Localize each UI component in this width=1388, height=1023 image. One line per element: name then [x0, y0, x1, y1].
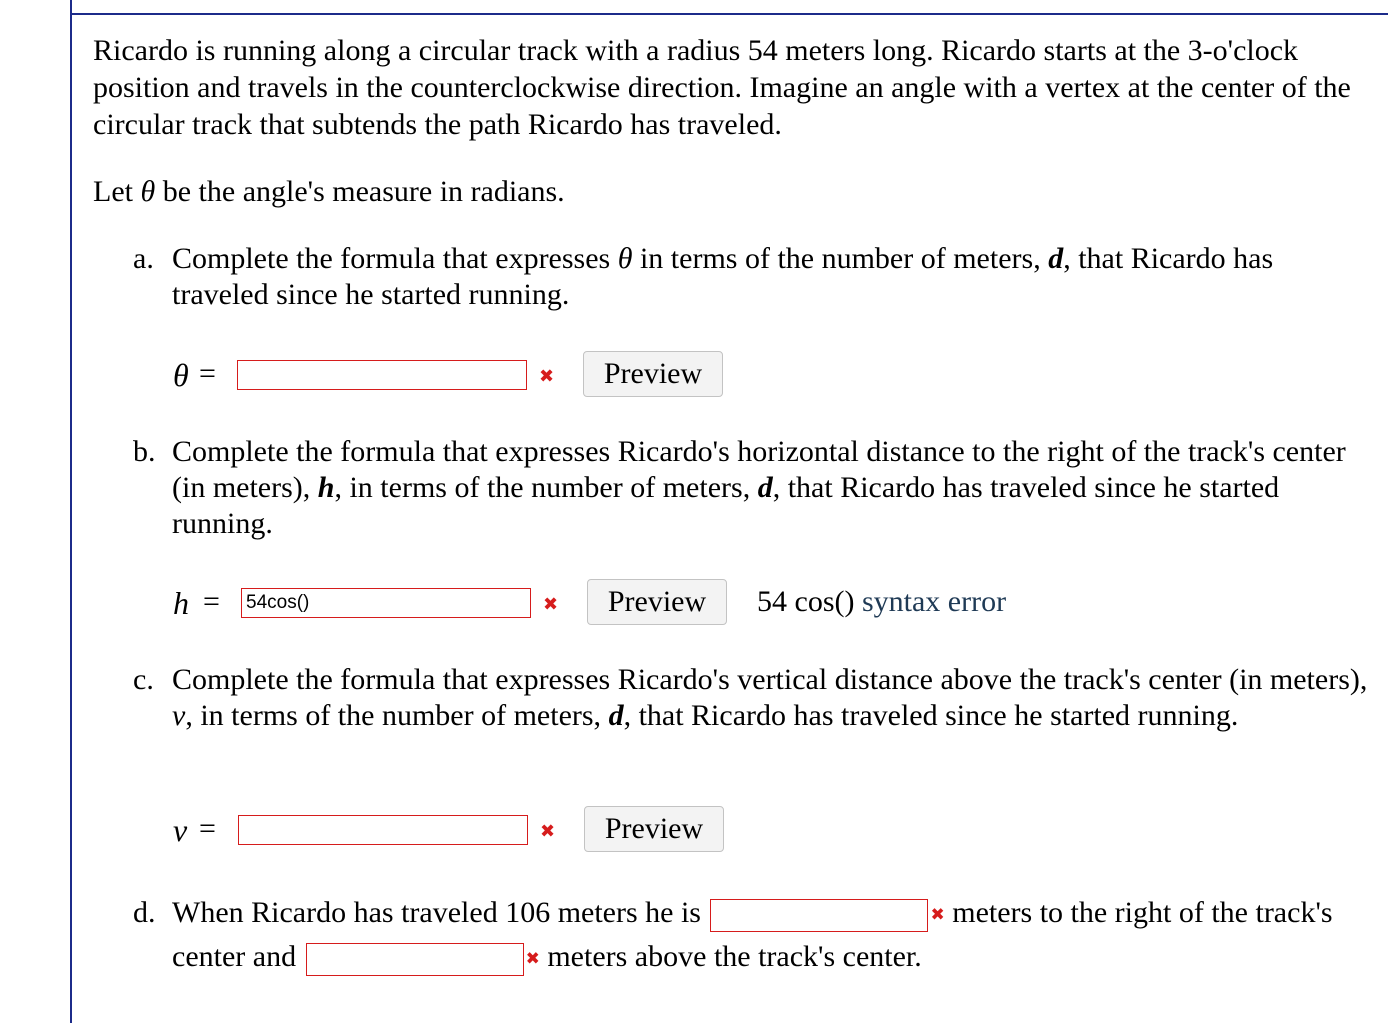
part-c-error-icon: ✖	[540, 821, 556, 842]
part-a-equals: =	[199, 357, 216, 390]
part-a-answer-input[interactable]	[237, 360, 527, 390]
preview-expression: 54 cos()	[757, 585, 855, 618]
part-a-letter: a.	[133, 242, 154, 275]
part-d-letter: d.	[133, 896, 156, 929]
problem-intro: Ricardo is running along a circular track with a radius 54 meters long. Ricardo starts at the 3-o'clock position and travels in the counterclockwise direction. Imagine an angle with a vertex at the center of the circular track that subtends the path Ricardo has traveled.	[93, 34, 1351, 141]
part-b-variable: h	[173, 585, 189, 621]
theta-symbol: θ	[140, 175, 156, 208]
part-c-answer-row	[173, 806, 873, 854]
part-a-variable: θ	[173, 357, 189, 393]
frame-top-border	[70, 13, 1388, 15]
part-a-prompt: Complete the formula that expresses θ in terms of the number of meters, d, that Ricardo has traveled since he started running.	[172, 242, 1274, 311]
part-b-answer-row	[173, 579, 1173, 627]
part-d-horizontal-error-icon: ✖	[930, 905, 945, 926]
part-c-answer-input[interactable]	[238, 815, 528, 845]
part-c-prompt: Complete the formula that expresses Ricardo's vertical distance above the track's center (in meters), v, in terms of the number of meters, d, that Ricardo has traveled since he started running.	[172, 663, 1368, 732]
part-d-vertical-input[interactable]	[306, 943, 524, 976]
part-b-equals: =	[203, 585, 220, 618]
part-c-variable: v	[173, 812, 188, 848]
part-a-error-icon: ✖	[539, 366, 555, 387]
part-d-prompt: When Ricardo has traveled 106 meters he is ✖ meters to the right of the track's center and ✖ meters above the track's center.	[172, 892, 1373, 980]
part-c-letter: c.	[133, 663, 154, 696]
part-a-answer-row	[173, 351, 873, 399]
part-d-vertical-error-icon: ✖	[525, 949, 540, 970]
part-b-prompt: Complete the formula that expresses Ricardo's horizontal distance to the right of the track's center (in meters), h, in terms of the number of meters, d, that Ricardo has traveled since he started running.	[172, 435, 1346, 540]
part-a-preview-button[interactable]: Preview	[583, 351, 723, 397]
part-c-preview-button[interactable]: Preview	[584, 806, 724, 852]
syntax-error-message: syntax error	[854, 585, 1007, 618]
theta-definition: Let θ be the angle's measure in radians.	[93, 175, 565, 208]
part-b-preview-button[interactable]: Preview	[587, 579, 727, 625]
part-c-equals: =	[199, 812, 216, 845]
part-d-horizontal-input[interactable]	[710, 899, 928, 932]
part-b-letter: b.	[133, 435, 156, 468]
part-b-answer-input[interactable]	[241, 588, 531, 618]
frame-left-border	[70, 0, 72, 1023]
part-b-preview-output	[757, 585, 1006, 619]
part-b-error-icon: ✖	[543, 594, 559, 615]
